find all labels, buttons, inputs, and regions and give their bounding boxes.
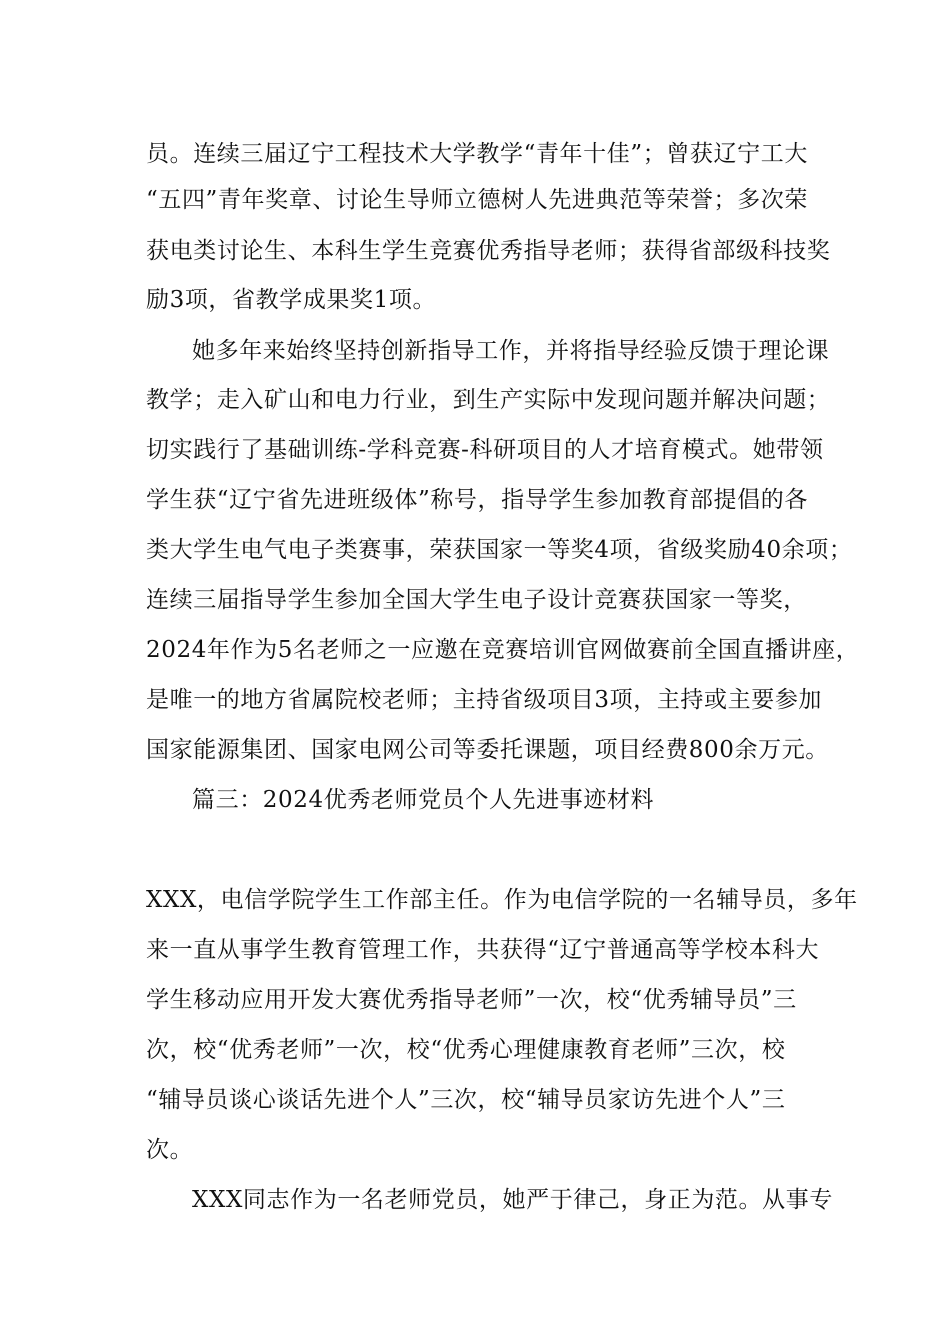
paragraph-line: 获电类讨论生、本科生学生竞赛优秀指导老师；获得省部级科技奖 <box>146 238 831 264</box>
paragraph-line: 切实践行了基础训练-学科竞赛-科研项目的人才培育模式。她带领 <box>146 437 824 463</box>
paragraph-line: 教学；走入矿山和电力行业，到生产实际中发现问题并解决问题； <box>146 387 831 413</box>
paragraph-line: 励3项，省教学成果奖1项。 <box>146 287 437 313</box>
paragraph-line: 学生移动应用开发大赛优秀指导老师”一次，校“优秀辅导员”三 <box>146 987 797 1013</box>
paragraph-line: XXX同志作为一名老师党员，她严于律己，身正为范。从事专 <box>192 1187 833 1213</box>
paragraph-line: XXX，电信学院学生工作部主任。作为电信学院的一名辅导员，多年 <box>146 887 858 913</box>
paragraph-line: 类大学生电气电子类赛事，荣获国家一等奖4项，省级奖励40余项； <box>146 537 853 563</box>
paragraph-line: 她多年来始终坚持创新指导工作，并将指导经验反馈于理论课 <box>192 338 830 364</box>
paragraph-line: 学生获“辽宁省先进班级体”称号，指导学生参加教育部提倡的各 <box>146 487 808 513</box>
paragraph-line: 员。连续三届辽宁工程技术大学教学“青年十佳”；曾获辽宁工大 <box>146 141 808 167</box>
paragraph-line: 是唯一的地方省属院校老师；主持省级项目3项，主持或主要参加 <box>146 687 823 713</box>
paragraph-line: 连续三届指导学生参加全国大学生电子设计竞赛获国家一等奖， <box>146 587 807 613</box>
paragraph-line: 2024年作为5名老师之一应邀在竞赛培训官网做赛前全国直播讲座， <box>146 637 860 663</box>
paragraph-line: 来一直从事学生教育管理工作，共获得“辽宁普通高等学校本科大 <box>146 937 820 963</box>
paragraph-line: 次。 <box>146 1137 194 1163</box>
paragraph-line: 次，校“优秀老师”一次，校“优秀心理健康教育老师”三次，校 <box>146 1037 786 1063</box>
section-heading: 篇三：2024优秀老师党员个人先进事迹材料 <box>192 787 655 813</box>
paragraph-line: “辅导员谈心谈话先进个人”三次，校“辅导员家访先进个人”三 <box>146 1087 786 1113</box>
paragraph-line: 国家能源集团、国家电网公司等委托课题，项目经费800余万元。 <box>146 737 829 763</box>
paragraph-line: “五四”青年奖章、讨论生导师立德树人先进典范等荣誉；多次荣 <box>146 187 808 213</box>
